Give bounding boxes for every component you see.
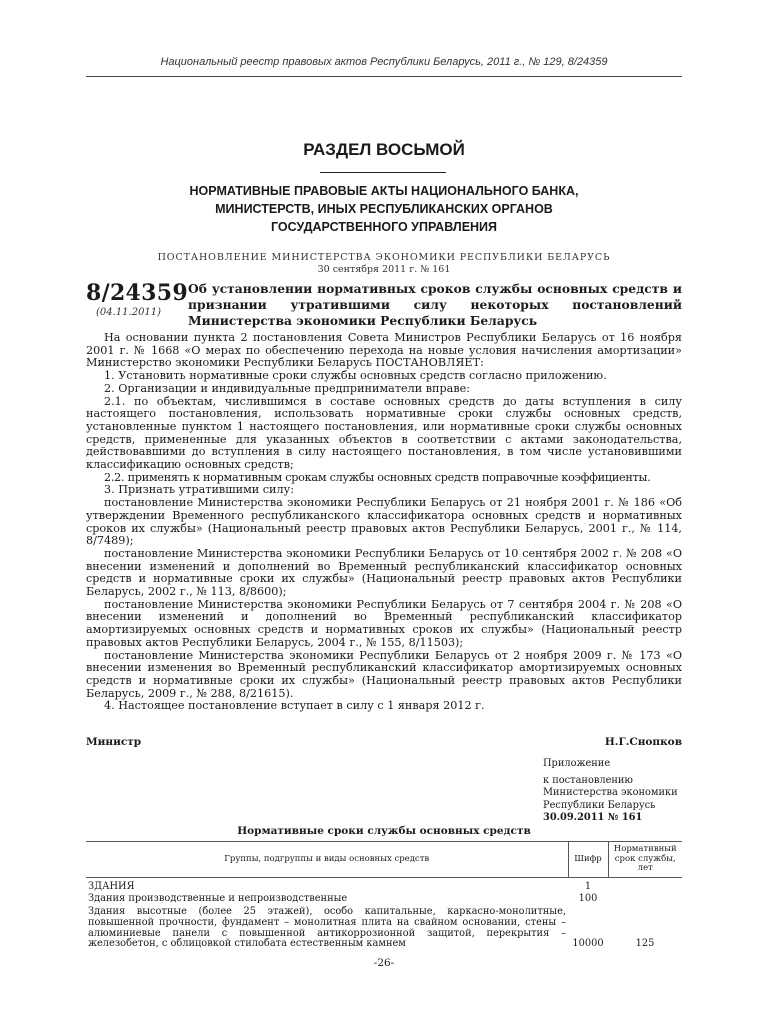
registration-number: 8/24359 bbox=[86, 280, 188, 306]
appendix-line: Республики Беларусь bbox=[543, 799, 656, 811]
section-subtitle-line: МИНИСТЕРСТВ, ИНЫХ РЕСПУБЛИКАНСКИХ ОРГАНОВ bbox=[215, 202, 553, 216]
table-row bbox=[86, 906, 682, 951]
table-cell-code: 10000 bbox=[572, 938, 604, 950]
registration-date: (04.11.2011) bbox=[96, 307, 162, 318]
appendix-label: Приложение bbox=[543, 758, 611, 769]
table-row bbox=[86, 893, 682, 906]
body-paragraph: 1. Установить нормативные сроки службы основных средств согласно приложению. bbox=[104, 369, 607, 383]
body-paragraph: постановление Министерства экономики Республики Беларусь от 21 ноября 2001 г. № 186 «Об утверждении Временного республиканского классификатора основных средств и нормативных сроков их службы» (Национальный реестр правовых актов Республики Беларусь, 2001 г., № 114, 8/7489); bbox=[86, 496, 682, 548]
body-paragraph: 3. Признать утратившими силу: bbox=[104, 483, 294, 497]
appendix-date-number: 30.09.2011 № 161 bbox=[543, 812, 643, 824]
table-row bbox=[86, 877, 682, 893]
service-life-table bbox=[86, 841, 682, 951]
running-header: Национальный реестр правовых актов Республики Беларусь, 2011 г., № 129, 8/24359 bbox=[160, 56, 608, 68]
body-paragraph: 2.2. применять к нормативным срокам службы основных средств поправочные коэффициенты. bbox=[104, 470, 651, 484]
decree-date-number: 30 сентября 2011 г. № 161 bbox=[317, 264, 451, 275]
table-title: Нормативные сроки службы основных средств bbox=[237, 825, 531, 837]
table-cell-name: ЗДАНИЯ bbox=[88, 880, 135, 892]
header-rule bbox=[86, 76, 682, 77]
appendix-block bbox=[543, 758, 693, 825]
section-title: РАЗДЕЛ ВОСЬМОЙ bbox=[303, 140, 465, 159]
column-header-name: Группы, подгруппы и виды основных средств bbox=[86, 842, 568, 878]
body-paragraph: постановление Министерства экономики Республики Беларусь от 7 сентября 2004 г. № 208 «О внесении изменений и дополнений во Временный республиканский классификатор амортизируемых основных средств и нормативных сроков их службы» (Национальный реестр правовых актов Республики Беларусь, 2004 г., № 155, 8/11503); bbox=[86, 597, 682, 649]
section-subtitle-line: ГОСУДАРСТВЕННОГО УПРАВЛЕНИЯ bbox=[270, 220, 498, 234]
table-cell-code: 100 bbox=[578, 893, 598, 905]
table-header-row bbox=[86, 842, 682, 878]
decree-body bbox=[86, 332, 682, 713]
column-header-years: Нормативный срок службы, лет bbox=[608, 842, 682, 878]
column-header-code: Шифр bbox=[568, 842, 608, 878]
table-cell-name: Здания производственные и непроизводственные bbox=[88, 893, 348, 905]
signature-name: Н.Г.Снопков bbox=[604, 736, 682, 748]
table-cell-years bbox=[608, 893, 682, 906]
section-subtitle-line: НОРМАТИВНЫЕ ПРАВОВЫЕ АКТЫ НАЦИОНАЛЬНОГО БАНКА, bbox=[189, 184, 579, 198]
section-subtitle bbox=[86, 182, 682, 236]
body-paragraph: 4. Настоящее постановление вступает в силу с 1 января 2012 г. bbox=[104, 699, 485, 713]
signature-title: Министр bbox=[86, 736, 142, 748]
appendix-line: к постановлению bbox=[543, 774, 633, 786]
decree-title: Об установлении нормативных сроков службы основных средств и признании утратившими силу некоторых постановлений Министерства экономики Республики Беларусь bbox=[188, 281, 682, 328]
table-cell-years bbox=[608, 877, 682, 893]
decree-type: ПОСТАНОВЛЕНИЕ МИНИСТЕРСТВА ЭКОНОМИКИ РЕСПУБЛИКИ БЕЛАРУСЬ bbox=[157, 252, 611, 263]
body-paragraph: постановление Министерства экономики Республики Беларусь от 10 сентября 2002 г. № 208 «О внесении изменений и дополнений во Временный республиканский классификатор основных средств и нормативные сроки их службы» (Национальный реестр правовых актов Республики Беларусь, 2002 г., № 113, 8/8600); bbox=[86, 546, 682, 599]
body-paragraph: На основании пункта 2 постановления Совета Министров Республики Беларусь от 16 ноября 2001 г. № 1668 «О мерах по обеспечению перехода на новые условия начисления амортизации» Министерство экономики Республики Беларусь ПОСТАНОВЛЯЕТ: bbox=[86, 331, 682, 370]
body-paragraph: 2. Организации и индивидуальные предприниматели вправе: bbox=[104, 381, 471, 395]
body-paragraph: постановление Министерства экономики Республики Беларусь от 2 ноября 2009 г. № 173 «О внесении изменения во Временный республиканский классификатор амортизируемых основных средств и нормативные сроки их службы» (Национальный реестр правовых актов Республики Беларусь, 2009 г., № 288, 8/21615). bbox=[86, 648, 682, 700]
table-cell-name: Здания высотные (более 25 этажей), особо капитальные, каркасно-монолитные, повышенной прочности, фундамент – монолитная плита на свайном основании, стены – алюминиевые панели с повышенной антикоррозионной защитой, перекрытия – железобетон, с облицовкой стилобата естественным камнем bbox=[88, 906, 566, 950]
appendix-line: Министерства экономики bbox=[543, 787, 678, 799]
table-cell-years: 125 bbox=[635, 938, 655, 950]
page-number: -26- bbox=[373, 957, 395, 969]
section-title-underline bbox=[320, 172, 446, 173]
table-cell-code: 1 bbox=[584, 880, 592, 892]
body-paragraph: 2.1. по объектам, числившимся в составе основных средств до даты вступления в силу настоящего постановления, использовать нормативные сроки службы основных средств, установленные пунктом 1 настоящего постановления, или нормативные сроки службы основных средств, примененные для указанных объектов в соответствии с актами законодательства, действовавшими до вступления в силу настоящего постановления, в том числе установившими классификацию основных средств; bbox=[86, 394, 682, 472]
